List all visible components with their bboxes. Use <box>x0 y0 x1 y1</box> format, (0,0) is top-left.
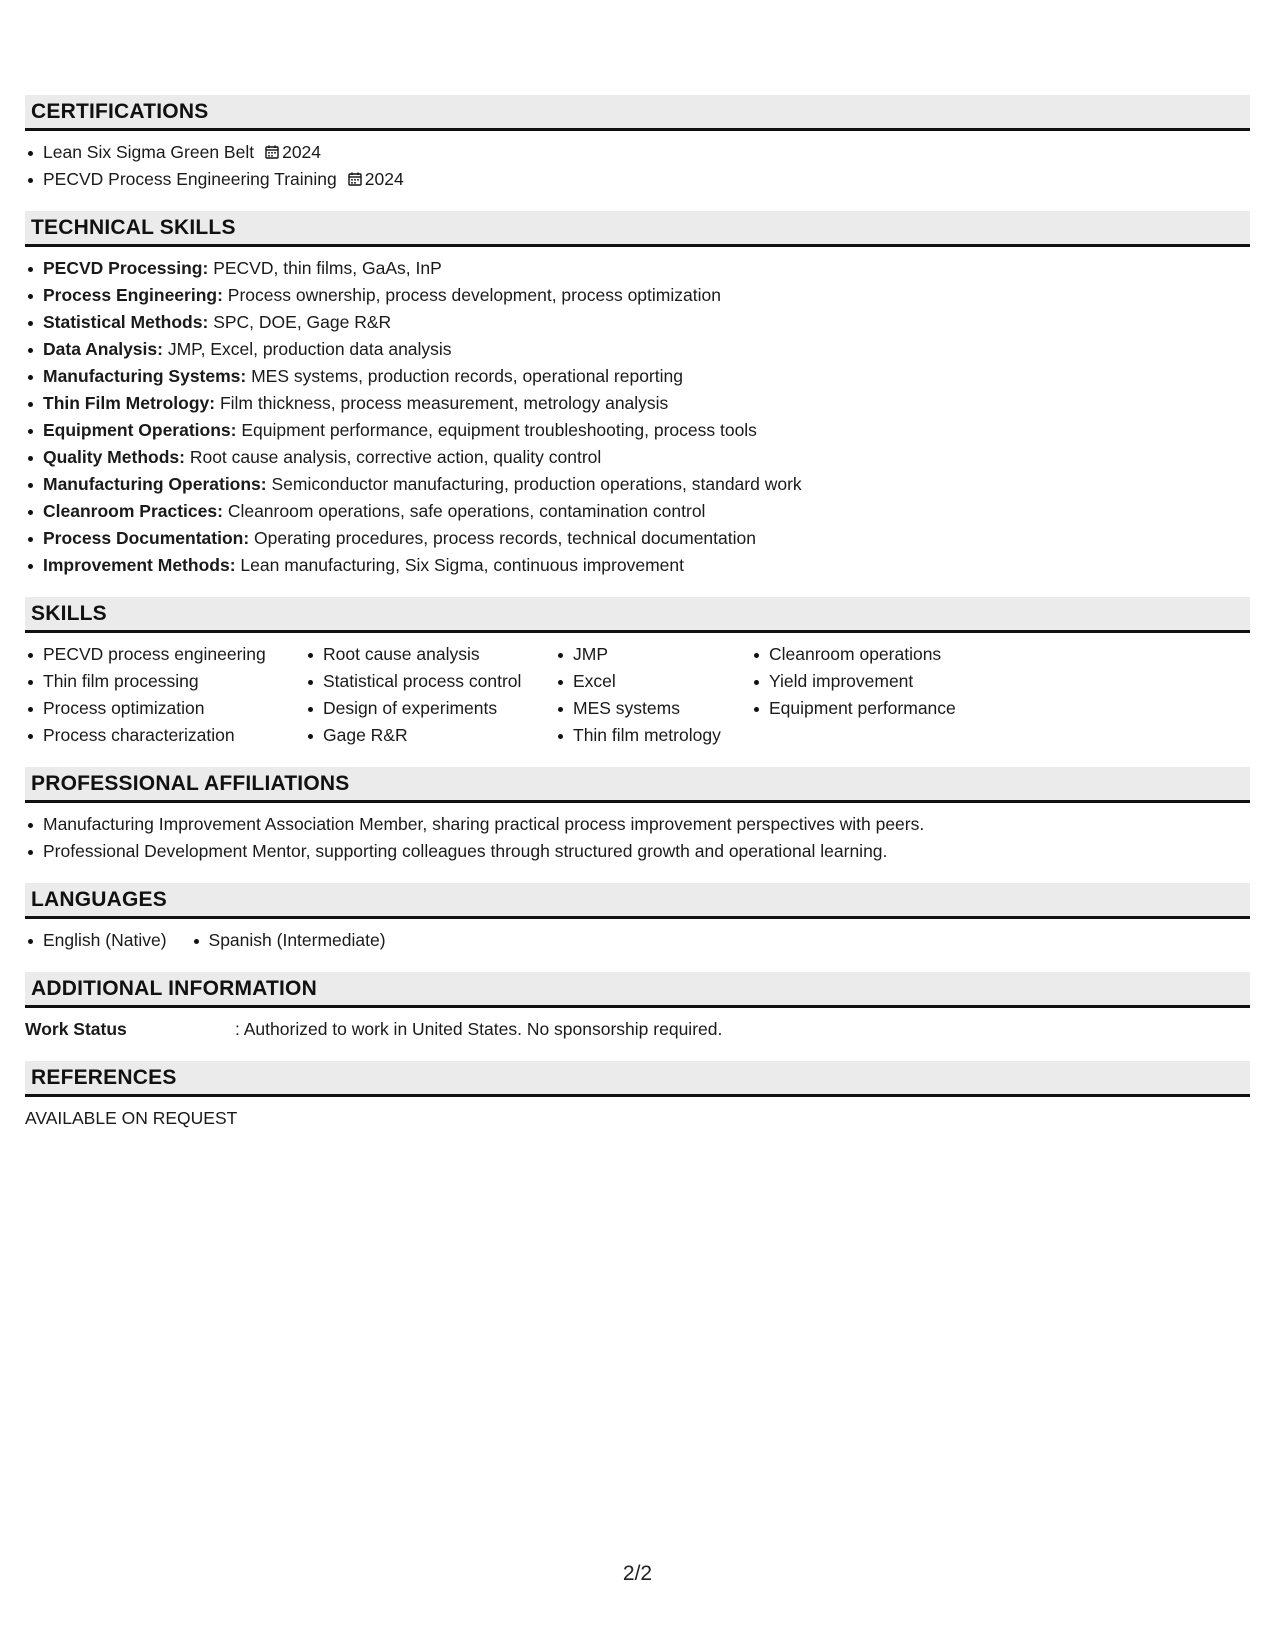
skill-item: Statistical process control <box>323 668 555 695</box>
skill-category: Thin Film Metrology: <box>43 393 216 413</box>
skill-details: SPC, DOE, Gage R&R <box>213 312 392 332</box>
technical-skill-item <box>43 498 1250 525</box>
skill-category: Process Engineering: <box>43 285 223 305</box>
section-title: ADDITIONAL INFORMATION <box>31 976 317 1000</box>
skill-item: Yield improvement <box>769 668 1029 695</box>
technical-skill-item <box>43 417 1250 444</box>
section-title: PROFESSIONAL AFFILIATIONS <box>31 771 350 795</box>
skill-details: Operating procedures, process records, technical documentation <box>254 528 756 548</box>
section-header <box>25 1061 1250 1097</box>
certification-name: Lean Six Sigma Green Belt <box>43 142 255 162</box>
calendar-icon <box>265 145 279 159</box>
skills-column <box>305 641 555 749</box>
skill-details: Equipment performance, equipment troubleshooting, process tools <box>241 420 757 440</box>
section-title: TECHNICAL SKILLS <box>31 215 236 239</box>
skill-item: PECVD process engineering <box>43 641 305 668</box>
skill-category: Process Documentation: <box>43 528 250 548</box>
technical-skill-item <box>43 309 1250 336</box>
certification-item <box>43 139 1250 166</box>
language-group <box>25 927 167 954</box>
section-header <box>25 95 1250 131</box>
section-title: CERTIFICATIONS <box>31 99 209 123</box>
section-header <box>25 597 1250 633</box>
technical-skill-item <box>43 363 1250 390</box>
technical-skills-list <box>25 255 1250 579</box>
skill-item: Process optimization <box>43 695 305 722</box>
technical-skill-item <box>43 390 1250 417</box>
skill-details: Root cause analysis, corrective action, quality control <box>189 447 602 467</box>
language-item: English (Native) <box>43 927 167 954</box>
section-header <box>25 211 1250 247</box>
resume-page <box>25 95 1250 1150</box>
technical-skill-item <box>43 282 1250 309</box>
languages-list <box>25 927 1250 954</box>
skill-category: Statistical Methods: <box>43 312 209 332</box>
references-section <box>25 1061 1250 1132</box>
skill-item: Process characterization <box>43 722 305 749</box>
technical-skill-item <box>43 336 1250 363</box>
calendar-icon <box>348 172 362 186</box>
skill-details: Cleanroom operations, safe operations, contamination control <box>227 501 706 521</box>
skill-details: Film thickness, process measurement, metrology analysis <box>219 393 669 413</box>
technical-skill-item <box>43 471 1250 498</box>
skill-category: Improvement Methods: <box>43 555 236 575</box>
skill-details: MES systems, production records, operational reporting <box>251 366 683 386</box>
technical-skill-item <box>43 255 1250 282</box>
page-number: 2/2 <box>622 1562 653 1585</box>
languages-section <box>25 883 1250 954</box>
certification-year: 2024 <box>282 142 322 162</box>
skill-item: Thin film metrology <box>573 722 751 749</box>
affiliation-item: Professional Development Mentor, supporting colleagues through structured growth and operational learning. <box>43 838 1250 865</box>
skills-section <box>25 597 1250 749</box>
skill-item: Gage R&R <box>323 722 555 749</box>
skills-column <box>555 641 751 749</box>
section-title: REFERENCES <box>31 1065 177 1089</box>
section-header <box>25 767 1250 803</box>
skill-details: Process ownership, process development, process optimization <box>227 285 721 305</box>
references-text: AVAILABLE ON REQUEST <box>25 1108 238 1128</box>
work-status-label: Work Status <box>25 1019 127 1039</box>
skill-item: JMP <box>573 641 751 668</box>
skill-category: PECVD Processing: <box>43 258 209 278</box>
technical-skill-item <box>43 552 1250 579</box>
skill-category: Quality Methods: <box>43 447 185 467</box>
skill-item: Root cause analysis <box>323 641 555 668</box>
certification-item <box>43 166 1250 193</box>
certification-name: PECVD Process Engineering Training <box>43 169 337 189</box>
additional-info-section <box>25 972 1250 1043</box>
skill-details: JMP, Excel, production data analysis <box>167 339 452 359</box>
work-status-row <box>25 1016 1250 1043</box>
skill-item: Cleanroom operations <box>769 641 1029 668</box>
skill-details: Semiconductor manufacturing, production operations, standard work <box>271 474 802 494</box>
work-status-value: : Authorized to work in United States. No sponsorship required. <box>235 1019 723 1039</box>
skill-item: Thin film processing <box>43 668 305 695</box>
affiliations-section <box>25 767 1250 865</box>
skill-category: Equipment Operations: <box>43 420 237 440</box>
section-header <box>25 972 1250 1008</box>
skill-category: Cleanroom Practices: <box>43 501 223 521</box>
skill-category: Manufacturing Systems: <box>43 366 247 386</box>
skill-item: Equipment performance <box>769 695 1029 722</box>
section-title: SKILLS <box>31 601 107 625</box>
skill-details: PECVD, thin films, GaAs, InP <box>213 258 442 278</box>
certifications-section <box>25 95 1250 193</box>
section-header <box>25 883 1250 919</box>
affiliation-item: Manufacturing Improvement Association Member, sharing practical process improvement perspectives with peers. <box>43 811 1250 838</box>
skill-category: Manufacturing Operations: <box>43 474 267 494</box>
skill-category: Data Analysis: <box>43 339 163 359</box>
technical-skills-section <box>25 211 1250 579</box>
language-group <box>191 927 386 954</box>
skills-column <box>25 641 305 749</box>
affiliations-list <box>25 811 1250 865</box>
certifications-list <box>25 139 1250 193</box>
technical-skill-item <box>43 525 1250 552</box>
skills-grid <box>25 641 1250 749</box>
language-item: Spanish (Intermediate) <box>209 927 386 954</box>
skills-column <box>751 641 1029 749</box>
skill-details: Lean manufacturing, Six Sigma, continuous improvement <box>240 555 684 575</box>
skill-item: Excel <box>573 668 751 695</box>
technical-skill-item <box>43 444 1250 471</box>
section-title: LANGUAGES <box>31 887 167 911</box>
certification-year: 2024 <box>364 169 404 189</box>
skill-item: MES systems <box>573 695 751 722</box>
skill-item: Design of experiments <box>323 695 555 722</box>
